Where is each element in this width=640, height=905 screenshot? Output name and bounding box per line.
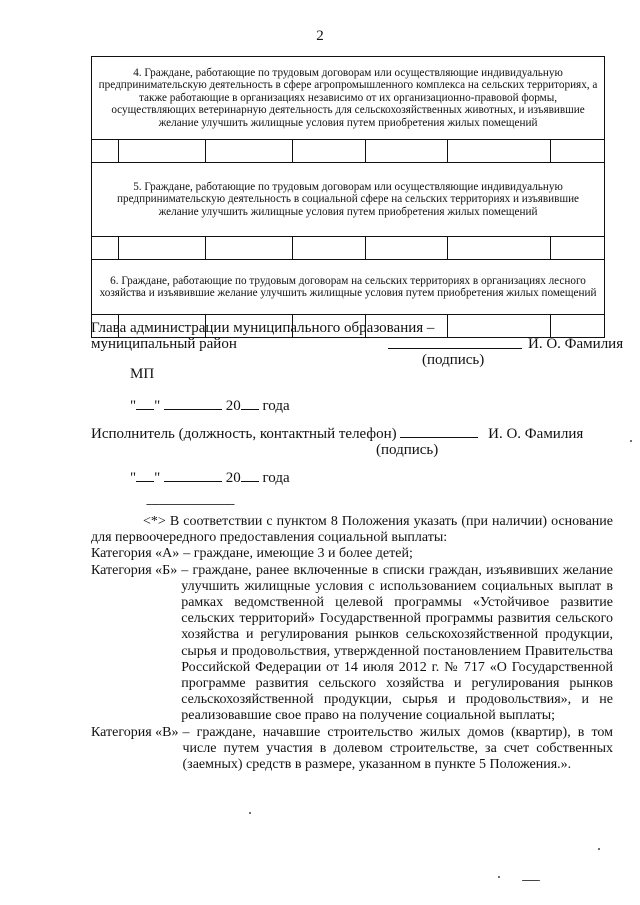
- scan-speck: [498, 876, 500, 878]
- category-b-text: – граждане, ранее включенные в списки граждан, изъявивших желание улучшить жилищные условия с использованием социальных выплат в рамках ведомственной целевой программы «Устойчивое развитие сельских территорий» Государственной программы развития сельского хозяйства и регулирования рынков сельскохозяйственной продукции, сырья и продовольствия, утвержденной постановлением Правительства Российской Федерации от 14 июля 2012 г. № 717 «О Государственной программе развития сельского хозяйства и регулирования рынков сельскохозяйственной продукции, сырья и продовольствия», и не реализовавшие свое право на получение социальной выплаты;: [181, 562, 613, 724]
- scan-speck: [630, 440, 632, 442]
- date-close-quote: ": [154, 470, 161, 486]
- category-a-label: Категория «А»: [91, 546, 180, 562]
- date-open-quote: ": [130, 470, 137, 486]
- table-cell: [551, 237, 605, 260]
- year-blank: [241, 409, 259, 410]
- footnote-block: [91, 514, 613, 773]
- page-number: 2: [316, 28, 324, 44]
- month-blank: [164, 481, 222, 482]
- month-blank: [164, 409, 222, 410]
- executor-name: И. О. Фамилия: [488, 426, 584, 442]
- table-cell: [551, 315, 605, 338]
- executor-signature-line: [400, 437, 478, 438]
- date-open-quote: ": [130, 398, 137, 414]
- table-cell: [119, 140, 206, 163]
- table-cell: [119, 237, 206, 260]
- scan-speck: [598, 848, 600, 850]
- head-title-line1: Глава администрации муниципального образования –: [91, 320, 435, 336]
- date-line-2: [130, 470, 290, 487]
- table-cell: [551, 140, 605, 163]
- section-5-header: 5. Граждане, работающие по трудовым договорам или осуществляющие индивидуальную предпринимательскую деятельность в социальной сфере на сельских территориях и изъявившие желание улучшить жилищные условия путем приобретения жилых помещений: [92, 163, 605, 237]
- date-line-1: [130, 398, 290, 415]
- scan-speck: [522, 880, 540, 881]
- footnote-intro: <*> В соответствии с пунктом 8 Положения указать (при наличии) основание для первоочередного предоставления социальной выплаты:: [91, 514, 613, 546]
- category-v: [91, 725, 613, 774]
- table-cell: [206, 237, 293, 260]
- table-cell: [448, 315, 551, 338]
- head-signature-line: [388, 348, 522, 349]
- category-v-label: Категория «В»: [91, 724, 179, 740]
- footnote-separator: ---------------------------------: [146, 498, 234, 510]
- table-cell: [366, 140, 448, 163]
- scan-speck: [249, 812, 251, 814]
- head-name: И. О. Фамилия: [528, 336, 624, 352]
- section-6-header: 6. Граждане, работающие по трудовым договорам на сельских территориях в организациях лесного хозяйства и изъявившие желание улучшить жилищные условия путем приобретения жилых помещений: [92, 260, 605, 315]
- year-prefix: 20: [225, 470, 241, 486]
- head-signature-caption: (подпись): [422, 352, 485, 368]
- table-row: [92, 237, 605, 260]
- category-b-label: Категория «Б»: [91, 562, 178, 578]
- table-cell: [293, 237, 366, 260]
- table-cell: [448, 237, 551, 260]
- head-title-line2: муниципальный район: [91, 336, 237, 352]
- executor-label: Исполнитель (должность, контактный телефон): [91, 426, 397, 442]
- table-row: [92, 140, 605, 163]
- date-suffix: года: [262, 470, 290, 486]
- day-blank: [136, 481, 154, 482]
- table-cell: [366, 237, 448, 260]
- table-cell: [206, 140, 293, 163]
- section-4-header: 4. Граждане, работающие по трудовым договорам или осуществляющие индивидуальную предпринимательскую деятельность в сфере агропромышленного комплекса на сельских территориях, а также работающие в организациях независимо от их организационно-правовой формы, осуществляющих ветеринарную деятельность для сельскохозяйственных животных, и изъявившие желание улучшить жилищные условия путем приобретения жилых помещений: [92, 57, 605, 140]
- year-prefix: 20: [225, 398, 241, 414]
- stamp-place: МП: [130, 366, 155, 382]
- table-cell: [448, 140, 551, 163]
- executor-line: [91, 426, 583, 443]
- category-b: [91, 563, 613, 725]
- category-v-text: – граждане, начавшие строительство жилых домов (квартир), в том числе путем участия в долевом строительстве, за счет собственных (заемных) средств в размере, указанном в пункте 5 Положения.».: [182, 724, 613, 773]
- executor-signature-caption: (подпись): [376, 442, 439, 458]
- categories-table: [91, 56, 605, 338]
- table-cell: [92, 140, 119, 163]
- day-blank: [136, 409, 154, 410]
- table-cell: [293, 140, 366, 163]
- date-close-quote: ": [154, 398, 161, 414]
- category-a-text: – граждане, имеющие 3 и более детей;: [183, 546, 413, 562]
- category-a: [91, 546, 613, 562]
- year-blank: [241, 481, 259, 482]
- table-cell: [92, 237, 119, 260]
- date-suffix: года: [262, 398, 290, 414]
